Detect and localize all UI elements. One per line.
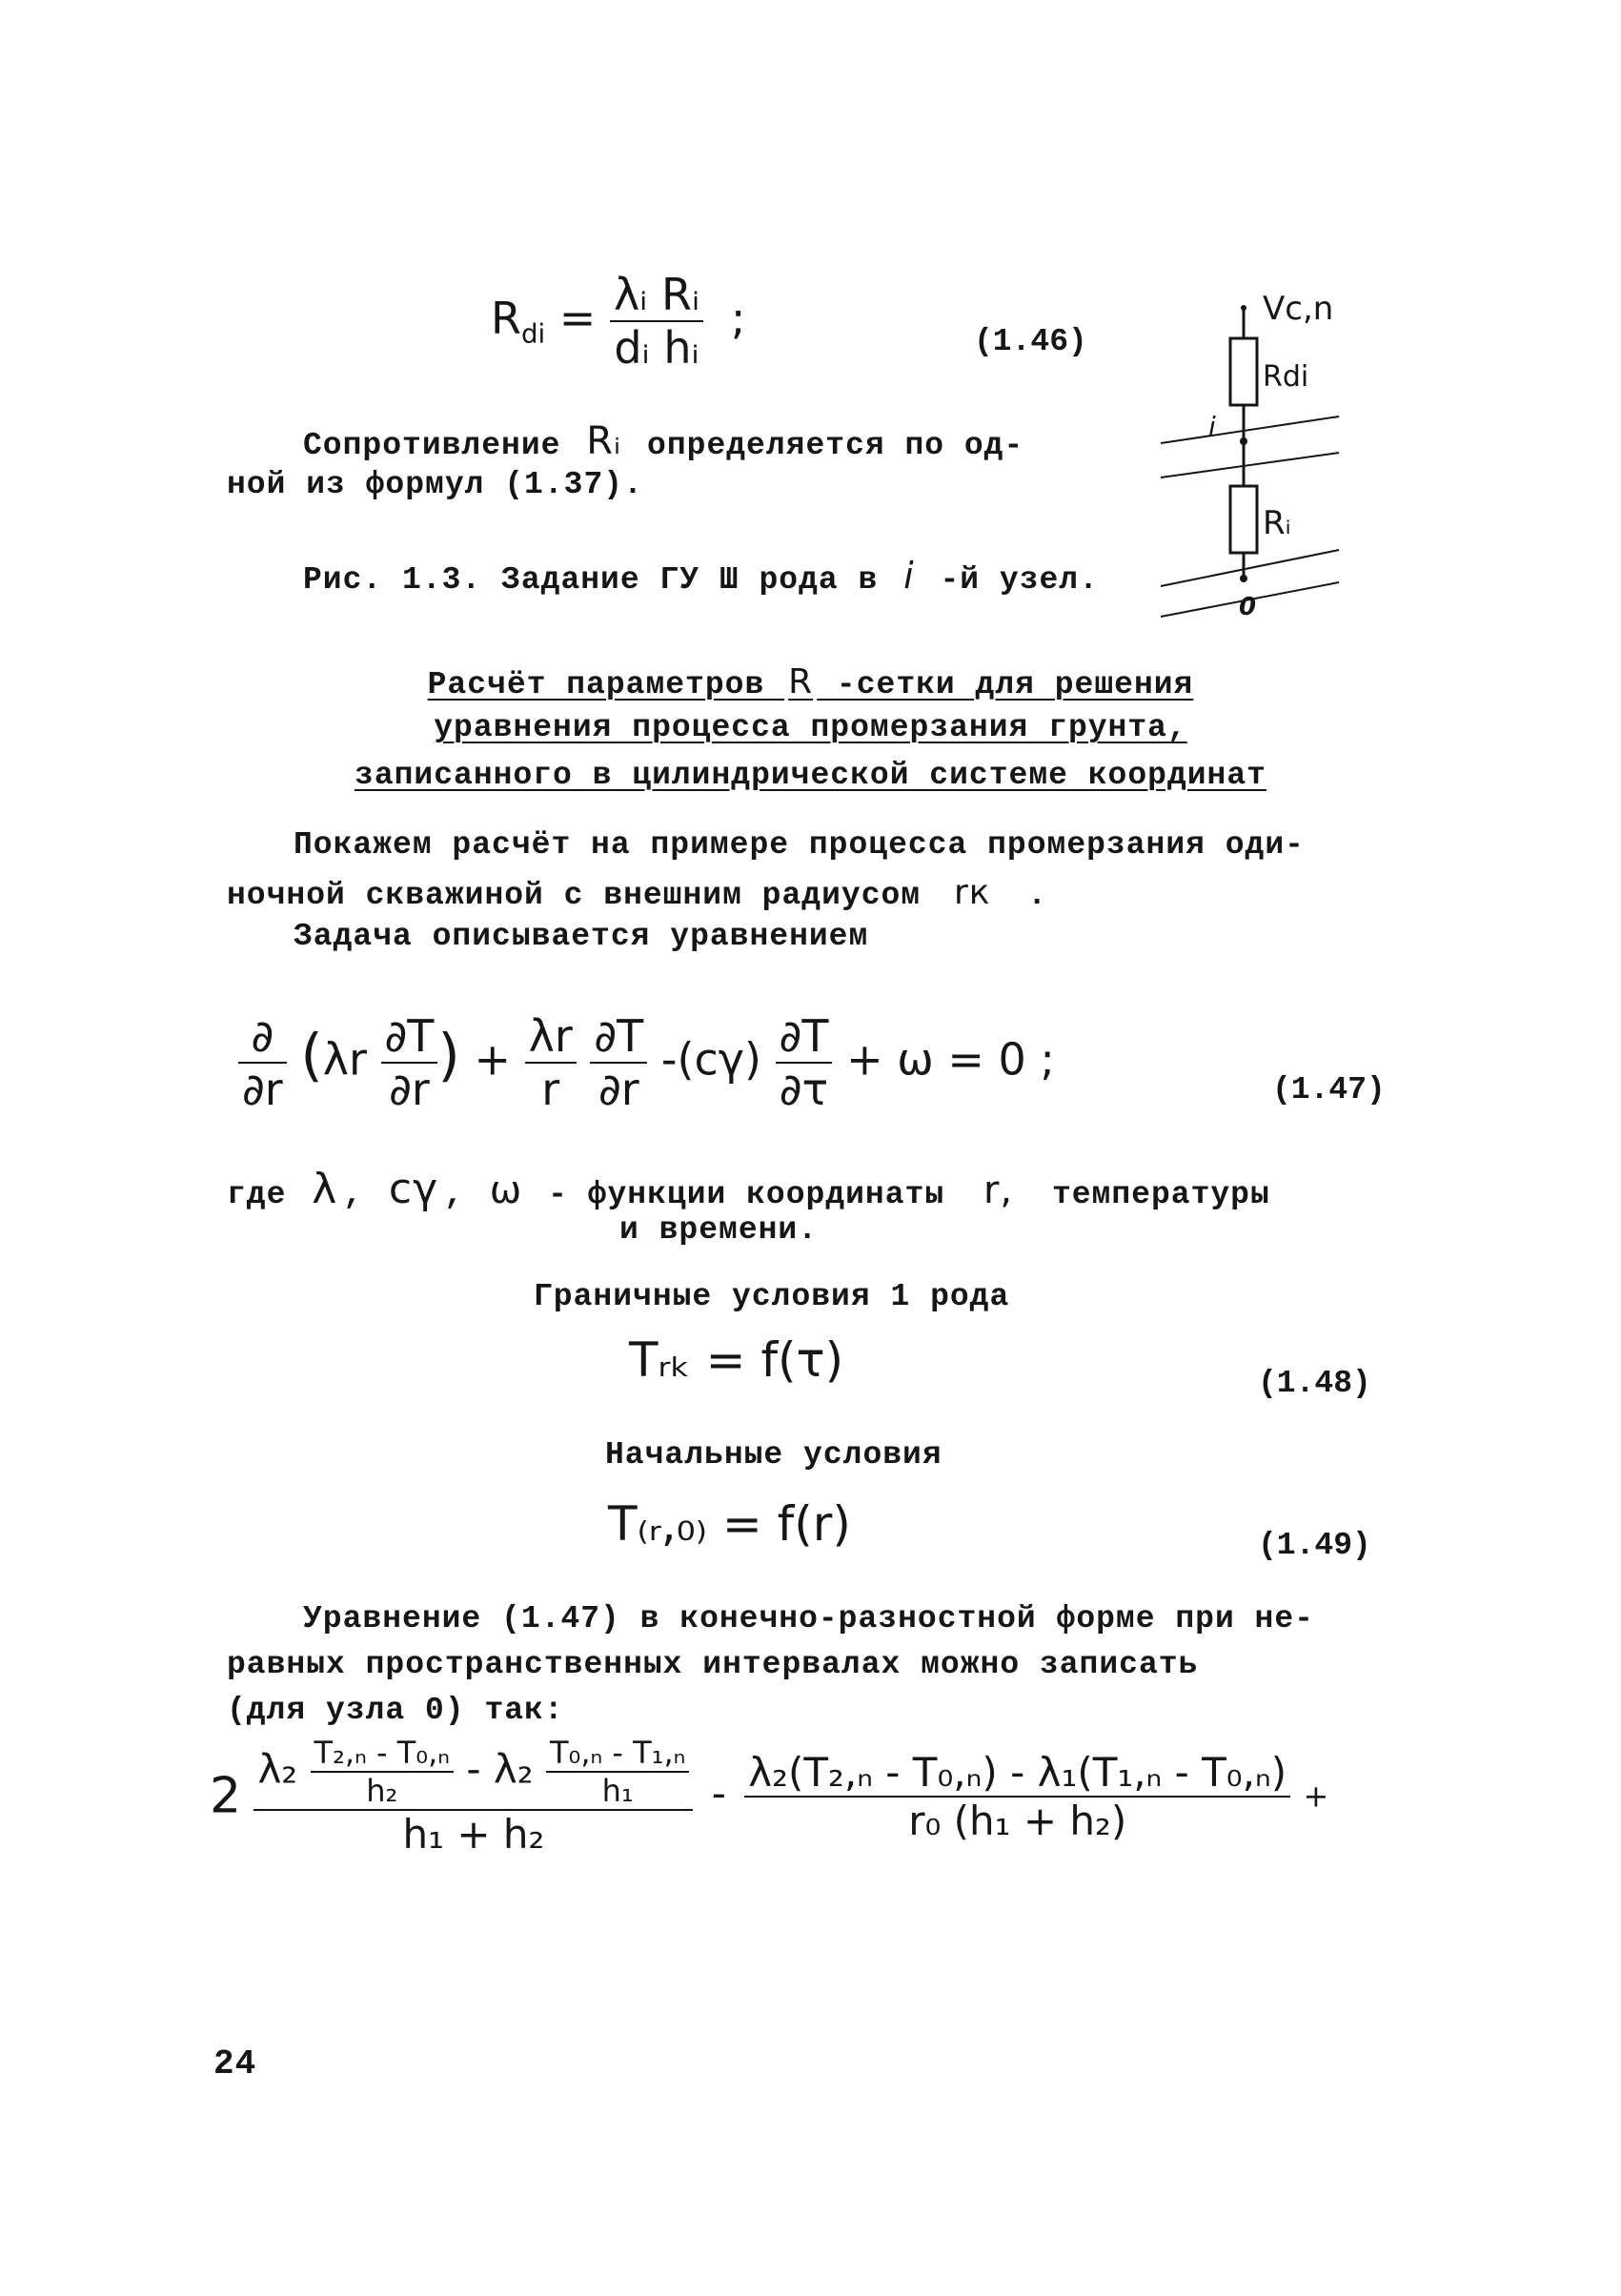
equation-finite-difference: 2 λ₂ $\frac{\text{T₂,ₙ - T₀,ₙ}}{\text{h₂}}$ - λ₂ $\frac{\text{T₀,ₙ - T₁,ₙ}}{\text{h₁}}$ h₁ + h₂ - $\frac{\text{λ₂(T₂,ₙ - T₀,ₙ) - λ₁(T₁,ₙ - T₀,ₙ)}}{\text{r₀ (h₁ + h₂)}}$ + xyxy=(210,1735,1329,1858)
where-line2: и времени. xyxy=(619,1212,819,1248)
circuit-figure xyxy=(1144,281,1353,639)
ic-number: (1.49) xyxy=(1258,1528,1371,1563)
intro-line3: Задача описывается уравнением xyxy=(294,919,869,954)
eq146-fraction: $\frac{\text{λᵢ Rᵢ}}{\text{dᵢ hᵢ}}$ xyxy=(610,269,703,374)
label-zero: 0 xyxy=(1239,593,1257,621)
eq150-right-fraction: $\frac{\text{λ₂(T₂,ₙ - T₀,ₙ) - λ₁(T₁,ₙ - T₀,ₙ)}}{\text{r₀ (h₁ + h₂)}}$ xyxy=(744,1749,1290,1844)
heading-line2: уравнения процесса промерзания грунта, xyxy=(434,710,1187,745)
label-rdi: Rdi xyxy=(1263,360,1309,394)
bc-title: Граничные условия 1 рода xyxy=(534,1279,1010,1314)
ic-title: Начальные условия xyxy=(605,1437,942,1473)
label-i: i xyxy=(1208,411,1216,442)
bc-formula: Tᵣₖ = f(τ) xyxy=(629,1332,844,1388)
para-resistance-line2: ной из формул (1.37). xyxy=(227,467,643,502)
bc-number: (1.48) xyxy=(1258,1366,1371,1401)
intro-line2: ночной скважиной с внешним радиусом rк . xyxy=(227,873,1048,913)
final-line2: равных пространственных интервалах можно записать xyxy=(227,1647,1199,1682)
para-resistance-line1: Сопротивление Rᵢ определяется по од- xyxy=(303,419,1024,463)
page-number: 24 xyxy=(213,2044,257,2083)
eq146-lhs: $R_{di}$ xyxy=(491,292,546,350)
equation-1-46: $R_{di}$ = $\frac{\text{λᵢ Rᵢ}}{\text{dᵢ hᵢ}}$ ; xyxy=(491,269,746,374)
eq150-left-fraction: λ₂ $\frac{\text{T₂,ₙ - T₀,ₙ}}{\text{h₂}}$ - λ₂ $\frac{\text{T₀,ₙ - T₁,ₙ}}{\text{h₁}}$ h₁ + h₂ xyxy=(253,1735,693,1858)
eq147-number: (1.47) xyxy=(1272,1072,1386,1107)
final-line1: Уравнение (1.47) в конечно-разностной форме при не- xyxy=(303,1601,1314,1636)
equation-1-47: $\frac{\partial}{\partial r}$ (λr $\frac{\partial T}{\partial r}$ ) + $\frac{\lambda r}{r}$ $\frac{\partial T}{\partial r}$ -(cγ) $\frac{\partial T}{\partial\tau}$ + ω = 0 ; xyxy=(238,1010,1055,1115)
final-line3: (для узла 0) так: xyxy=(227,1693,564,1728)
where-line1: где λ , cγ , ω - функции координаты r, температуры xyxy=(227,1165,1270,1213)
label-ri: Rᵢ xyxy=(1263,504,1291,542)
resistor-rdi xyxy=(1230,338,1257,405)
figure-caption: Рис. 1.3. Задание ГУ Ш рода в i -й узел. xyxy=(303,555,1099,598)
resistor-ri xyxy=(1230,486,1257,553)
label-vcn: Vc,n xyxy=(1263,290,1334,328)
eq146-number: (1.46) xyxy=(974,324,1087,359)
heading-line1: Расчёт параметров R -сетки для решения xyxy=(427,662,1194,702)
intro-line1: Покажем расчёт на примере процесса промерзания оди- xyxy=(294,827,1305,863)
heading-line3: записанного в цилиндрической системе координат xyxy=(355,758,1266,793)
ic-formula: T₍ᵣ,₀₎ = f(r) xyxy=(608,1496,851,1552)
